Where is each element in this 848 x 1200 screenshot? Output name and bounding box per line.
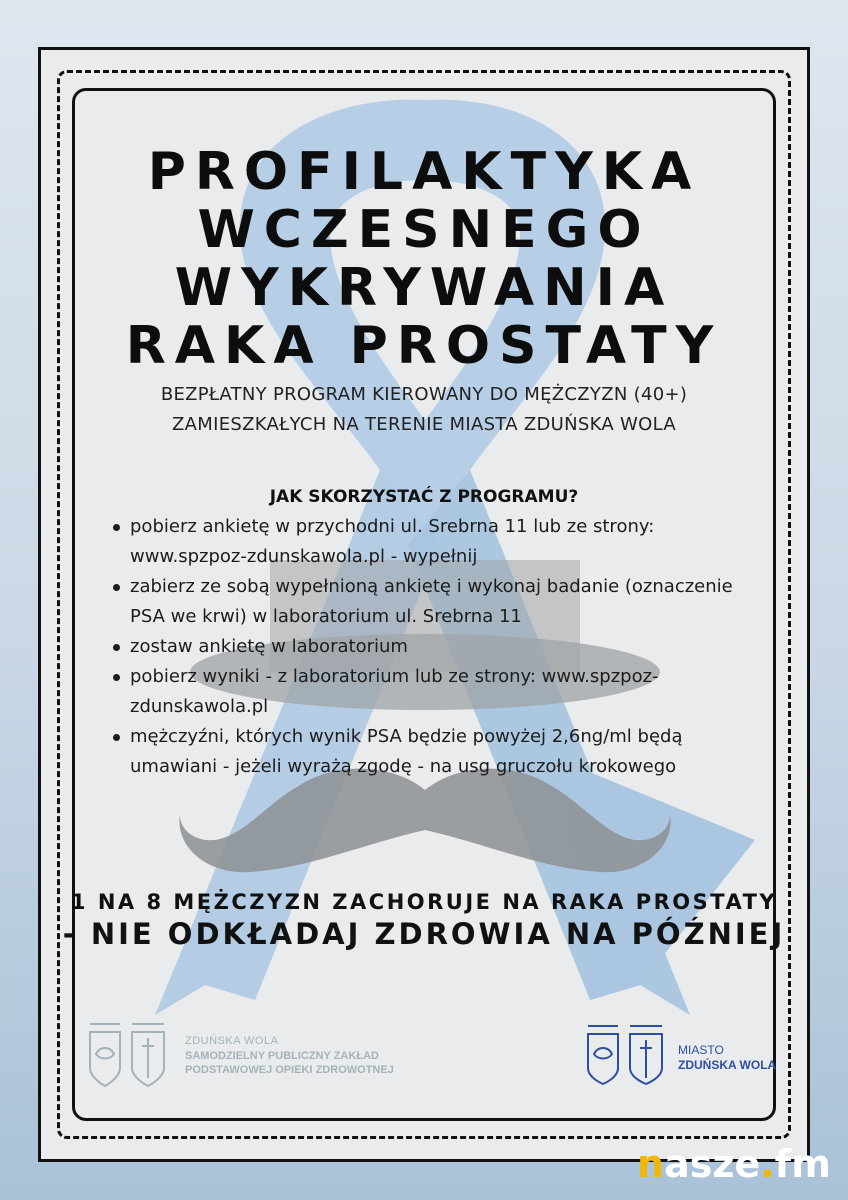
howto-steps-list — [110, 512, 750, 782]
logo-left-line-2: SAMODZIELNY PUBLICZNY ZAKŁAD — [185, 1050, 379, 1062]
title-line-1: PROFILAKTYKA — [147, 142, 701, 202]
nasze-fm-watermark — [637, 1142, 831, 1186]
watermark-dot: . — [760, 1142, 775, 1186]
zdunska-wola-coat-of-arms-icon — [584, 1022, 670, 1088]
list-item: pobierz ankietę w przychodni ul. Srebrna 11 lub ze strony: www.spzpoz-zdunskawola.pl - wypełnij — [110, 512, 750, 572]
title-line-3: WYKRYWANIA — [174, 258, 674, 318]
title-line-4: RAKA PROSTATY — [125, 316, 723, 376]
list-item: zostaw ankietę w laboratorium — [110, 632, 750, 662]
list-item: mężczyźni, których wynik PSA będzie powyżej 2,6ng/ml będą umawiani - jeżeli wyrażą zgodę - na usg gruczołu krokowego — [110, 722, 750, 782]
title-line-2: WCZESNEGO — [197, 200, 651, 260]
watermark-rest: asze — [664, 1142, 761, 1186]
list-item: pobierz wyniki - z laboratorium lub ze strony: www.spzpoz-zdunskawola.pl — [110, 662, 750, 722]
watermark-first-letter: n — [637, 1142, 665, 1186]
subtitle-line-2: ZAMIESZKAŁYCH NA TERENIE MIASTA ZDUŃSKA WOLA — [172, 414, 676, 435]
logo-left-line-1: ZDUŃSKA WOLA — [185, 1035, 279, 1047]
logo-right-line-1: MIASTO — [678, 1043, 724, 1057]
spzpoz-coat-of-arms-icon — [86, 1020, 176, 1090]
list-item: zabierz ze sobą wypełnioną ankietę i wykonaj badanie (oznaczenie PSA we krwi) w laboratorium ul. Srebrna 11 — [110, 572, 750, 632]
slogan: - NIE ODKŁADAJ ZDROWIA NA PÓŹNIEJ — [62, 917, 786, 951]
howto-heading: JAK SKORZYSTAĆ Z PROGRAMU? — [269, 487, 579, 507]
logo-left-line-3: PODSTAWOWEJ OPIEKI ZDROWOTNEJ — [185, 1064, 394, 1076]
subtitle-line-1: BEZPŁATNY PROGRAM KIEROWANY DO MĘŻCZYZN (40+) — [160, 384, 688, 405]
watermark-tld: fm — [774, 1142, 831, 1186]
statistic-line: 1 NA 8 MĘŻCZYZN ZACHORUJE NA RAKA PROSTATY — [70, 890, 778, 914]
logo-right-line-2: ZDUŃSKA WOLA — [678, 1058, 777, 1072]
